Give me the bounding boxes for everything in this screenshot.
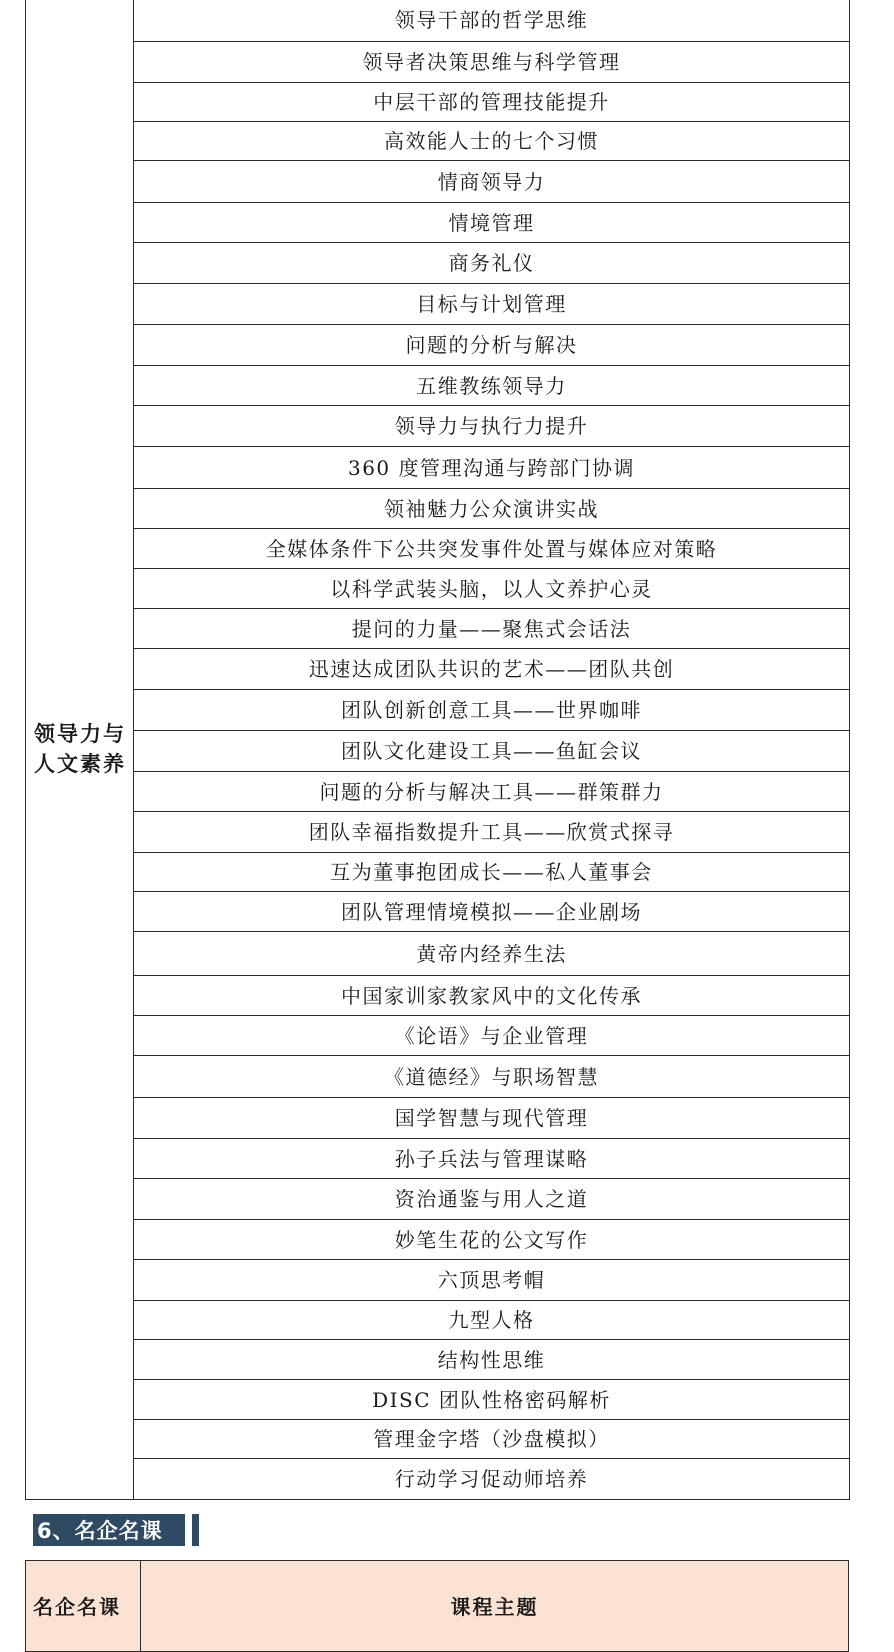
table-row (26, 1179, 850, 1220)
table-row (26, 812, 850, 853)
section-title-accent-bar (192, 1514, 199, 1546)
table-row (26, 1260, 850, 1301)
course-title-cell: 领导者决策思维与科学管理 (134, 42, 850, 83)
table-row (26, 1139, 850, 1179)
course-title-cell: 情商领导力 (134, 161, 850, 203)
course-title-cell: 中国家训家教家风中的文化传承 (134, 976, 850, 1016)
category-cell (26, 0, 134, 1500)
course-title-cell: 商务礼仪 (134, 243, 850, 284)
table-row (26, 1301, 850, 1340)
table-row (26, 1340, 850, 1380)
course-title-cell: 领袖魅力公众演讲实战 (134, 489, 850, 529)
course-title-cell: 问题的分析与解决 (134, 325, 850, 366)
table-row (26, 325, 850, 366)
course-title-cell: 黄帝内经养生法 (134, 932, 850, 976)
table-row (26, 690, 850, 731)
course-title-cell: 领导力与执行力提升 (134, 406, 850, 447)
table-row (26, 42, 850, 83)
course-title-cell: 九型人格 (134, 1301, 850, 1340)
table-row (26, 366, 850, 406)
table-row (26, 1459, 850, 1500)
course-title-cell: 全媒体条件下公共突发事件处置与媒体应对策略 (134, 529, 850, 569)
table-row (26, 1098, 850, 1139)
course-title-cell: 情境管理 (134, 203, 850, 243)
course-title-cell: 管理金字塔（沙盘模拟） (134, 1420, 850, 1459)
table-row (26, 1220, 850, 1260)
category-label-line2: 人文素养 (34, 751, 126, 776)
course-title-cell: 目标与计划管理 (134, 284, 850, 325)
course-title-cell: 六顶思考帽 (134, 1260, 850, 1301)
table-row (26, 1056, 850, 1098)
course-title-cell: 资治通鉴与用人之道 (134, 1179, 850, 1220)
course-title-cell: 结构性思维 (134, 1340, 850, 1380)
course-title-cell: 行动学习促动师培养 (134, 1459, 850, 1500)
table-header-row (26, 1561, 849, 1652)
table-row (26, 892, 850, 932)
table-row (26, 203, 850, 243)
course-title-cell: 中层干部的管理技能提升 (134, 83, 850, 122)
table-row (26, 932, 850, 976)
table-row (26, 284, 850, 325)
course-title-cell: DISC 团队性格密码解析 (134, 1380, 850, 1420)
course-title-cell: 互为董事抱团成长——私人董事会 (134, 853, 850, 892)
course-title-cell: 360 度管理沟通与跨部门协调 (134, 447, 850, 489)
category-label-line1: 领导力与 (34, 721, 126, 746)
course-title-cell: 《论语》与企业管理 (134, 1016, 850, 1056)
course-title-cell: 国学智慧与现代管理 (134, 1098, 850, 1139)
table-row (26, 649, 850, 690)
table-row (26, 489, 850, 529)
course-title-cell: 领导干部的哲学思维 (134, 0, 850, 42)
table-row (26, 731, 850, 772)
table-row (26, 0, 850, 42)
table-row (26, 609, 850, 649)
table-row (26, 406, 850, 447)
course-title-cell: 团队管理情境模拟——企业剧场 (134, 892, 850, 932)
course-title-cell: 孙子兵法与管理谋略 (134, 1139, 850, 1179)
table-row (26, 976, 850, 1016)
table-row (26, 1016, 850, 1056)
header-cell-category: 名企名课 (26, 1561, 141, 1652)
course-title-cell: 提问的力量——聚焦式会话法 (134, 609, 850, 649)
table-row (26, 529, 850, 569)
course-title-cell: 问题的分析与解决工具——群策群力 (134, 772, 850, 812)
table-row (26, 853, 850, 892)
header-cell-topic: 课程主题 (141, 1561, 849, 1652)
course-title-cell: 《道德经》与职场智慧 (134, 1056, 850, 1098)
course-title-cell: 以科学武装头脑，以人文养护心灵 (134, 569, 850, 609)
course-title-cell: 五维教练领导力 (134, 366, 850, 406)
section-heading (33, 1514, 199, 1546)
table-row (26, 1420, 850, 1459)
table-row (26, 1380, 850, 1420)
table-row (26, 122, 850, 161)
table-row (26, 447, 850, 489)
table-row (26, 569, 850, 609)
course-table (25, 0, 850, 1500)
table-row (26, 772, 850, 812)
table-row (26, 83, 850, 122)
course-title-cell: 高效能人士的七个习惯 (134, 122, 850, 161)
course-title-cell: 迅速达成团队共识的艺术——团队共创 (134, 649, 850, 690)
section-title: 6、名企名课 (33, 1514, 185, 1546)
famous-company-course-table (25, 1560, 849, 1652)
table-row (26, 243, 850, 284)
course-title-cell: 团队文化建设工具——鱼缸会议 (134, 731, 850, 772)
course-title-cell: 妙笔生花的公文写作 (134, 1220, 850, 1260)
course-title-cell: 团队创新创意工具——世界咖啡 (134, 690, 850, 731)
course-title-cell: 团队幸福指数提升工具——欣赏式探寻 (134, 812, 850, 853)
table-row (26, 161, 850, 203)
course-table-body (26, 0, 850, 1500)
